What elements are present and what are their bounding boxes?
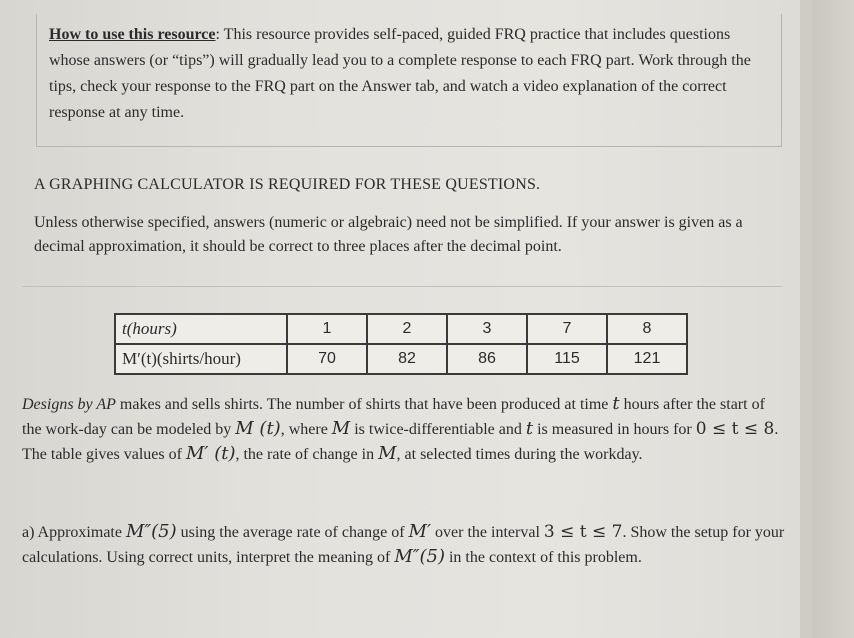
- instructions-text: Unless otherwise specified, answers (numeric or algebraic) need not be simplified. If your answer is given as a decimal approximation, it should be correct to three places after the decimal point.: [34, 214, 743, 255]
- data-table: [114, 313, 688, 375]
- table-cell: 82: [367, 344, 447, 374]
- table-cell: 70: [287, 344, 367, 374]
- intro-paragraph: [49, 22, 771, 126]
- table-row: [115, 314, 687, 344]
- background-strip: [812, 0, 854, 638]
- table-row: [115, 344, 687, 374]
- table-cell: 115: [527, 344, 607, 374]
- table-cell: 3: [447, 314, 527, 344]
- row-label-m-prime: M′(t)(shirts/hour): [115, 344, 287, 374]
- table-cell: 121: [607, 344, 687, 374]
- section-divider: [22, 286, 782, 287]
- table-cell: 86: [447, 344, 527, 374]
- calculator-notice: A GRAPHING CALCULATOR IS REQUIRED FOR THESE QUESTIONS.: [34, 176, 541, 193]
- table-cell: 2: [367, 314, 447, 344]
- intro-box: [36, 14, 782, 147]
- intro-text: : This resource provides self-paced, guided FRQ practice that includes questions whose answers (or “tips”) will gradually lead you to a complete response to each FRQ part. Work through the tips, check your response to the FRQ part on the Answer tab, and watch a video explanation of the correct response at any time.: [49, 26, 751, 121]
- table-cell: 7: [527, 314, 607, 344]
- intro-heading: How to use this resource: [49, 26, 216, 43]
- problem-statement: Designs by AP makes and sells shirts. The number of shirts that have been produced at time t hours after the start of the work-day can be modeled by M (t), where M is twice-differentiable and t is measured in hours for 0 ≤ t ≤ 8. The table gives values of M′ (t), the rate of change in M, at selected times during the workday.: [22, 393, 779, 464]
- company-name: Designs by AP: [22, 396, 116, 413]
- row-label-t: t(hours): [115, 314, 287, 344]
- part-a-question: a) Approximate M″(5) using the average rate of change of M′ over the interval 3 ≤ t ≤ 7. Show the setup for your calculations. Using correct units, interpret the meaning of M″(5) in the context of this problem.: [22, 521, 785, 567]
- table-cell: 1: [287, 314, 367, 344]
- table-cell: 8: [607, 314, 687, 344]
